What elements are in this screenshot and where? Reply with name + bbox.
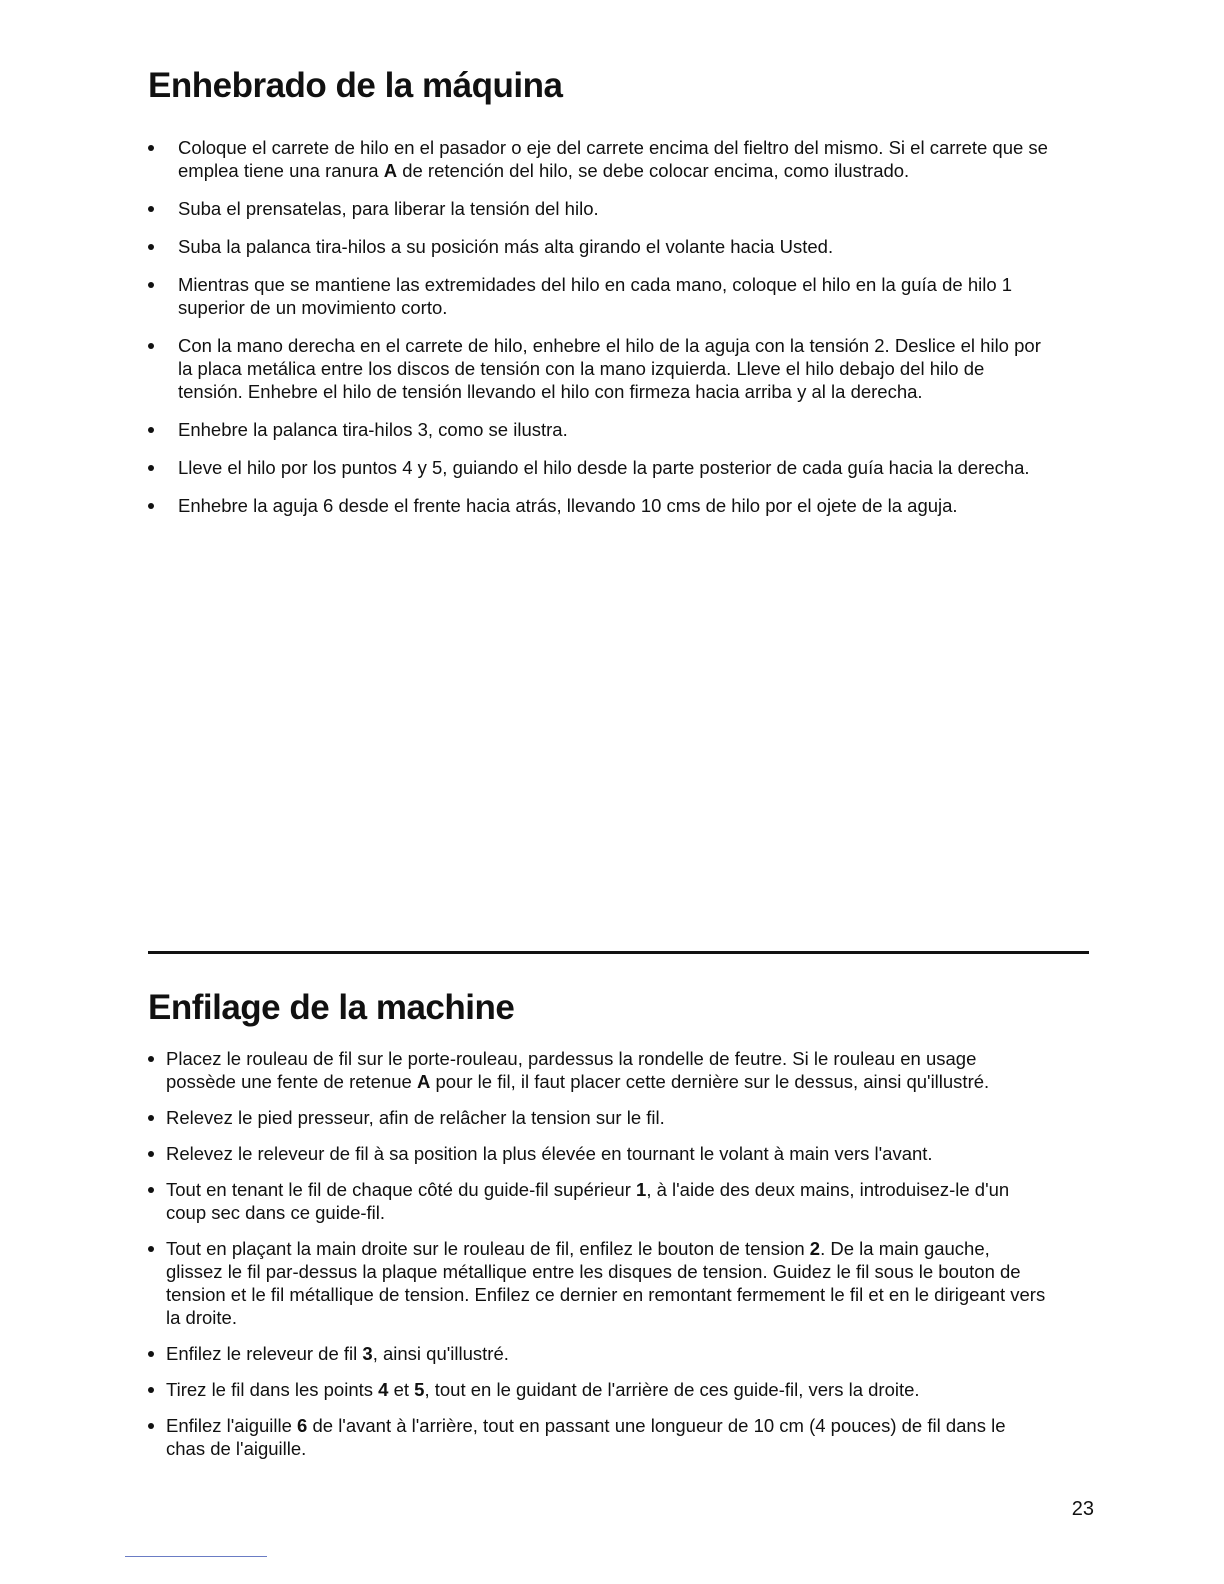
bullet-icon	[148, 244, 154, 250]
section-divider	[148, 951, 1089, 954]
bold-reference: A	[383, 160, 398, 181]
bullet-icon	[148, 282, 154, 288]
bullet-icon	[148, 1187, 154, 1193]
bold-reference: A	[416, 1071, 431, 1092]
list-item-text: Tout en tenant le fil de chaque côté du guide-fil supérieur 1, à l'aide des deux mains, introduisez-le d'un coup sec dans ce guide-fil.	[166, 1179, 1010, 1223]
list-item	[148, 1178, 1048, 1224]
list-item	[148, 418, 1048, 441]
bold-reference: 1	[636, 1179, 647, 1200]
list-item-text: Enhebre la palanca tira-hilos 3, como se ilustra.	[178, 419, 568, 440]
list-item	[148, 1142, 1048, 1165]
list-item-text: Placez le rouleau de fil sur le porte-rouleau, pardessus la rondelle de feutre. Si le rouleau en usage possède une fente de retenue A pour le fil, il faut placer cette dernière sur le dessus, ainsi qu'illustré.	[166, 1048, 990, 1092]
list-item	[148, 1414, 1048, 1460]
list-item-text: Suba el prensatelas, para liberar la tensión del hilo.	[178, 198, 599, 219]
list-item	[148, 334, 1048, 403]
bullet-icon	[148, 1246, 154, 1252]
list-item-text: Enfilez le releveur de fil 3, ainsi qu'illustré.	[166, 1343, 509, 1364]
bold-reference: 5	[414, 1379, 425, 1400]
list-item-text: Suba la palanca tira-hilos a su posición más alta girando el volante hacia Usted.	[178, 236, 834, 257]
list-item-text: Enhebre la aguja 6 desde el frente hacia atrás, llevando 10 cms de hilo por el ojete de la aguja.	[178, 495, 958, 516]
bold-reference: 6	[297, 1415, 308, 1436]
french-instruction-list	[148, 1047, 1048, 1473]
list-item-text: Enfilez l'aiguille 6 de l'avant à l'arrière, tout en passant une longueur de 10 cm (4 pouces) de fil dans le chas de l'aiguille.	[166, 1415, 1006, 1459]
bullet-icon	[148, 1351, 154, 1357]
list-item-text: Lleve el hilo por los puntos 4 y 5, guiando el hilo desde la parte posterior de cada guía hacia la derecha.	[178, 457, 1030, 478]
french-section-title: Enfilage de la machine	[148, 988, 515, 1027]
list-item-text: Coloque el carrete de hilo en el pasador o eje del carrete encima del fieltro del mismo. Si el carrete que se emplea tiene una ranura A de retención del hilo, se debe colocar encima, como ilustrado.	[178, 137, 1048, 181]
bullet-icon	[148, 503, 154, 509]
bold-reference: 3	[362, 1343, 373, 1364]
list-item-text: Tirez le fil dans les points 4 et 5, tout en le guidant de l'arrière de ces guide-fil, vers la droite.	[166, 1379, 920, 1400]
list-item-text: Mientras que se mantiene las extremidades del hilo en cada mano, coloque el hilo en la guía de hilo 1 superior de un movimiento corto.	[178, 274, 1013, 318]
spanish-instruction-list	[148, 136, 1048, 532]
bullet-icon	[148, 465, 154, 471]
bullet-icon	[148, 427, 154, 433]
list-item	[148, 1106, 1048, 1129]
footer-line	[125, 1556, 267, 1557]
list-item	[148, 456, 1048, 479]
bullet-icon	[148, 1423, 154, 1429]
bullet-icon	[148, 145, 154, 151]
spanish-section-title: Enhebrado de la máquina	[148, 66, 563, 105]
bullet-icon	[148, 1387, 154, 1393]
page-number: 23	[1071, 1498, 1094, 1520]
list-item	[148, 1237, 1048, 1329]
list-item	[148, 273, 1048, 319]
list-item-text: Con la mano derecha en el carrete de hilo, enhebre el hilo de la aguja con la tensión 2. Deslice el hilo por la placa metálica entre los discos de tensión con la mano izquierda. Lleve el hilo debajo del hilo de tensión. Enhebre el hilo de tensión llevando el hilo con firmeza hacia arriba y al la derecha.	[178, 335, 1041, 402]
bold-reference: 4	[378, 1379, 389, 1400]
list-item-text: Relevez le pied presseur, afin de relâcher la tension sur le fil.	[166, 1107, 665, 1128]
bullet-icon	[148, 1056, 154, 1062]
list-item	[148, 235, 1048, 258]
list-item-text: Tout en plaçant la main droite sur le rouleau de fil, enfilez le bouton de tension 2. De la main gauche, glissez le fil par-dessus la plaque métallique entre les disques de tension. Guidez le fil sous le bouton de tension et le fil métallique de tension. Enfilez ce dernier en remontant fermement le fil et en le dirigeant vers la droite.	[166, 1238, 1046, 1328]
bullet-icon	[148, 206, 154, 212]
list-item-text: Relevez le releveur de fil à sa position la plus élevée en tournant le volant à main vers l'avant.	[166, 1143, 933, 1164]
list-item	[148, 136, 1048, 182]
bullet-icon	[148, 1115, 154, 1121]
list-item	[148, 494, 1048, 517]
bullet-icon	[148, 343, 154, 349]
bullet-icon	[148, 1151, 154, 1157]
list-item	[148, 1378, 1048, 1401]
list-item	[148, 1342, 1048, 1365]
list-item	[148, 197, 1048, 220]
list-item	[148, 1047, 1048, 1093]
bold-reference: 2	[809, 1238, 821, 1259]
